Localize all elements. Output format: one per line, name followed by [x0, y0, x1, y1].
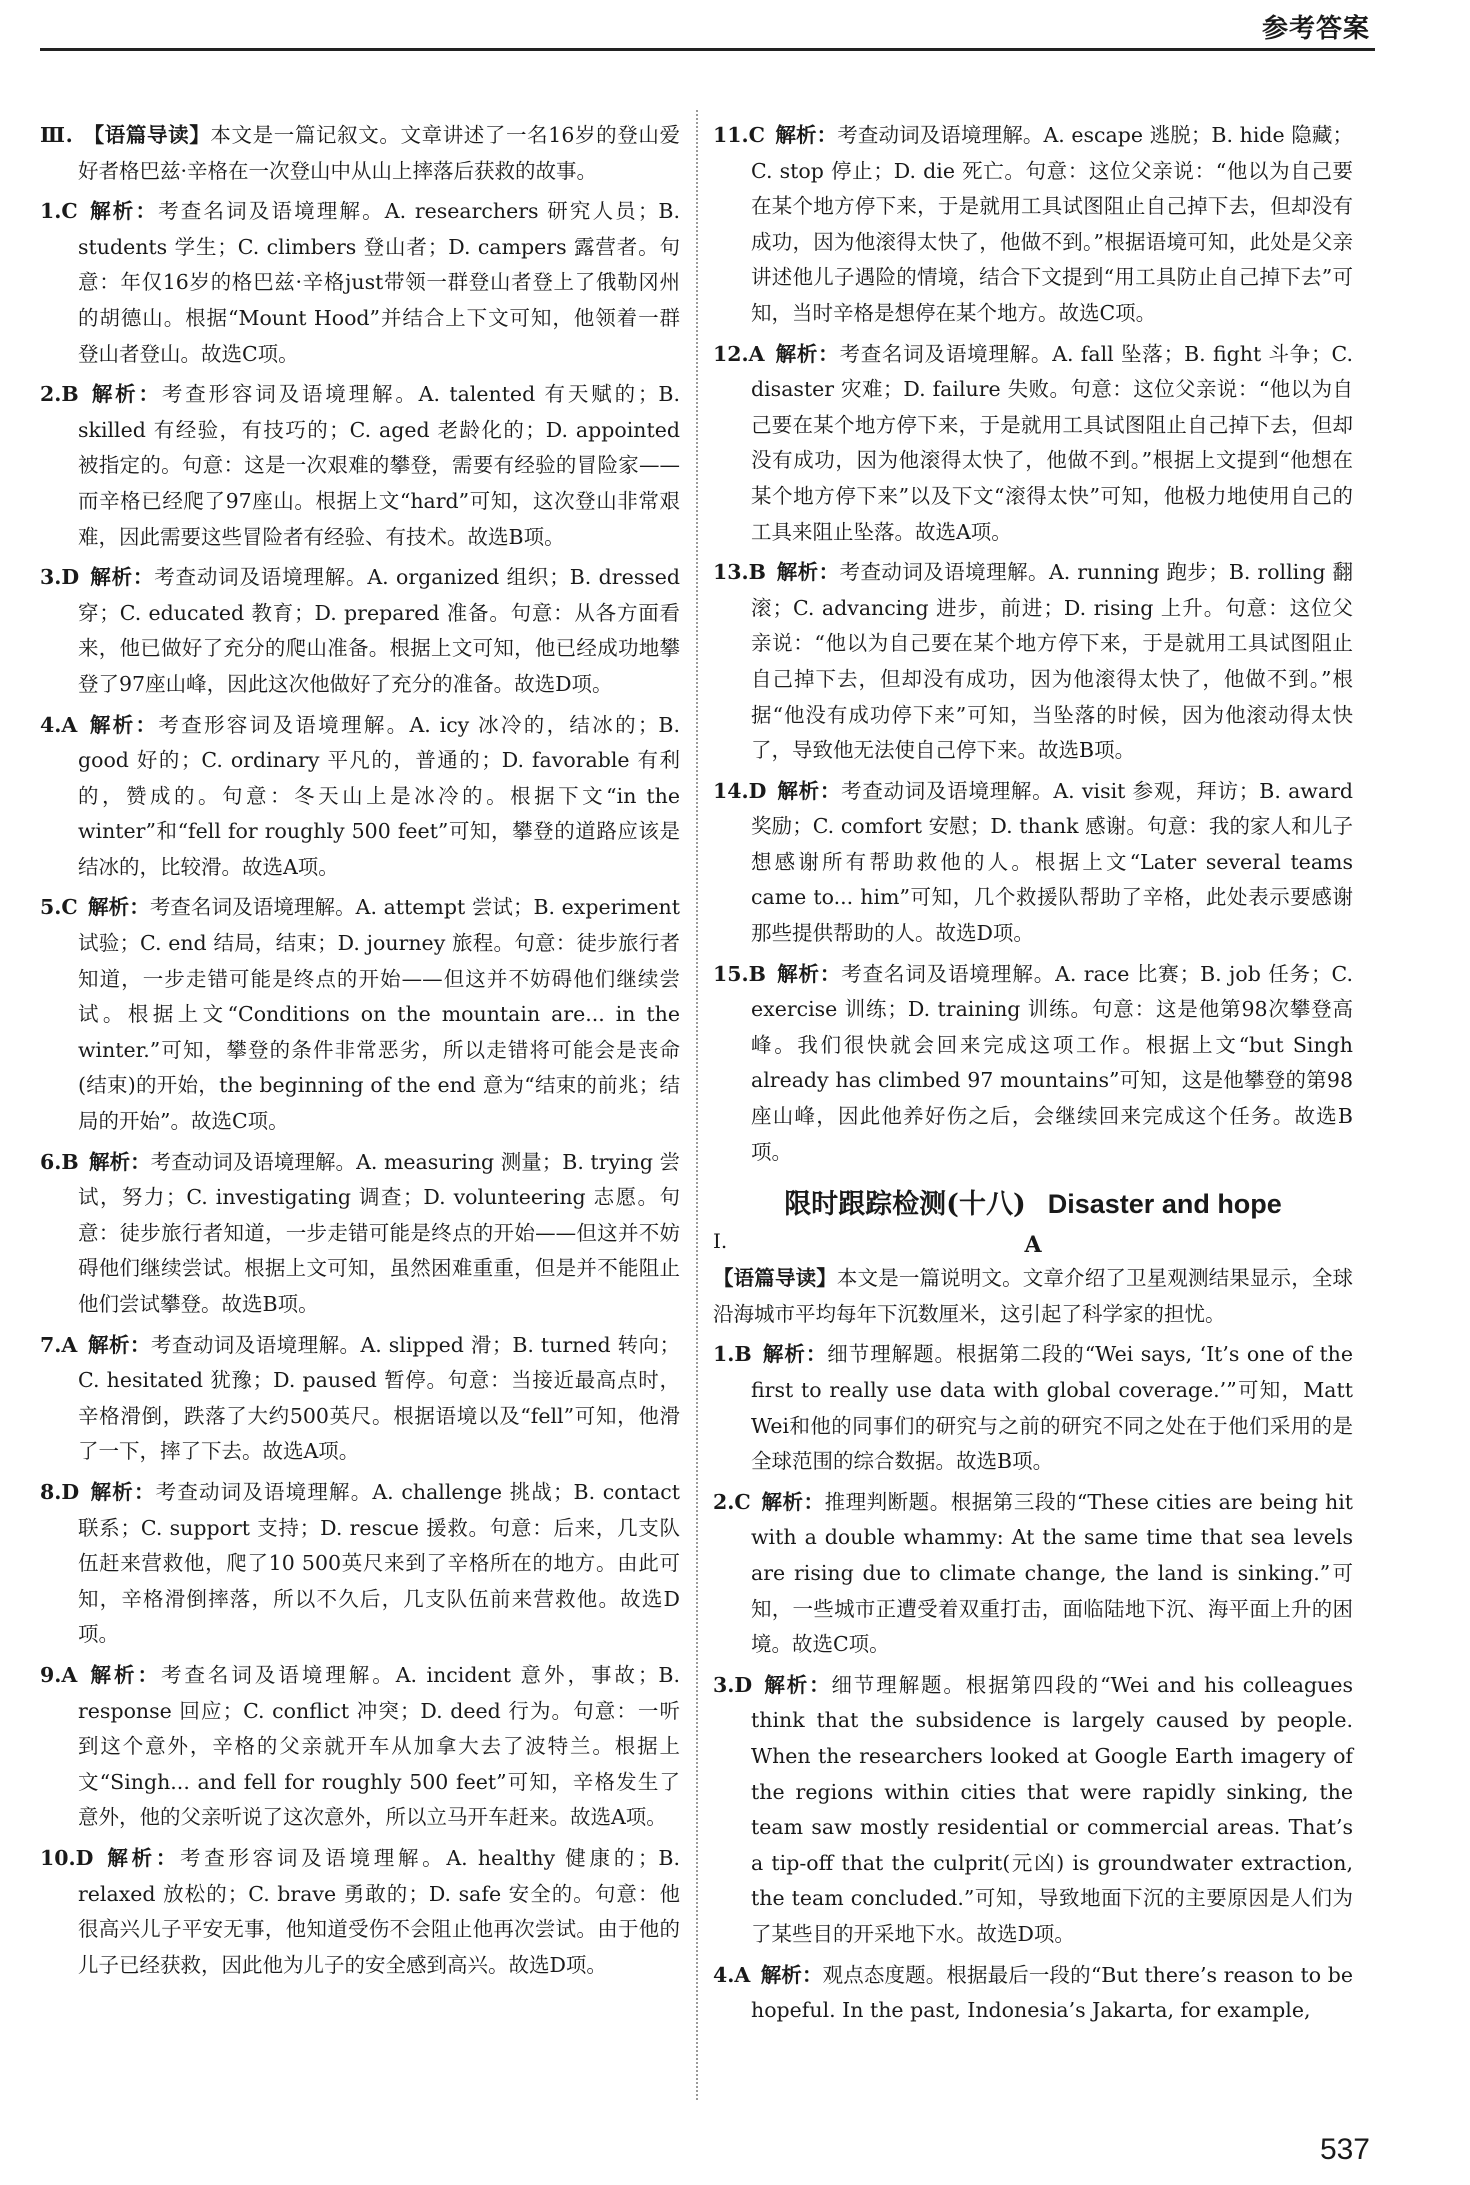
- answer-number: 3.D: [713, 1672, 753, 1697]
- answer-text: 考查名词及语境理解。A. race 比赛；B. job 任务；C. exercise 训练；D. training 训练。句意：这是他第98次攀登高峰。我们很快就会回来完成这项工作。根据上文“but Singh already has climbed 97 mountains”可知，这是他攀登的第98座山峰，因此他养好伤之后，会继续回来完成这个任务。故选B项。: [751, 961, 1354, 1164]
- answer-item: [713, 118, 1353, 332]
- answer-text: 考查名词及语境理解。A. researchers 研究人员；B. students 学生；C. climbers 登山者；D. campers 露营者。句意：年仅16岁的格巴兹·辛格just带领一群登山者登上了俄勒冈州的胡德山。根据“Mount Hood”并结合上下文可知，他领着一群登山者登山。故选C项。: [78, 199, 680, 366]
- analysis-tag: 解析：: [776, 961, 842, 986]
- analysis-tag: 解析：: [88, 1149, 151, 1174]
- answer-text: 考查名词及语境理解。A. fall 坠落；B. fight 斗争；C. disaster 灾难；D. failure 失败。句意：这位父亲说：“他以为自己要在某个地方停下来，于是就用工具试图阻止自己掉下去，但却没有成功，因为他滚得太快了，他做不到。”根据上文提到“他想在某个地方停下来”以及下文“滚得太快”可知，他极力地使用自己的工具来阻止坠落。故选A项。: [751, 341, 1353, 544]
- answer-item: [40, 118, 680, 189]
- answer-text: 考查名词及语境理解。A. incident 意外，事故；B. response 回应；C. conflict 冲突；D. deed 行为。句意：一听到这个意外，辛格的父亲就开车从加拿大去了波特兰。根据上文“Singh... and fell for roughly 500 feet”可知，辛格发生了意外，他的父亲听说了这次意外，所以立马开车赶来。故选A项。: [78, 1662, 680, 1830]
- analysis-tag: 解析：: [87, 199, 159, 224]
- answer-number: 1.B: [713, 1342, 752, 1367]
- answer-number: 11.C: [713, 123, 765, 147]
- answer-item: [40, 1145, 680, 1323]
- answer-item: [713, 1485, 1353, 1663]
- analysis-tag: 解析：: [760, 1489, 825, 1514]
- answer-text: 考查形容词及语境理解。A. icy 冰冷的，结冰的；B. good 好的；C. ordinary 平凡的，普通的；D. favorable 有利的，赞成的。句意：冬天山上是冰冷的。根据下文“in the winter”和“fell for roughly 500 feet”可知，攀登的道路应该是结冰的，比较滑。故选A项。: [78, 712, 680, 879]
- part-label: A: [1024, 1232, 1042, 1259]
- answer-item: [713, 957, 1353, 1171]
- answer-text: 观点态度题。根据最后一段的“But there’s reason to be hopeful. In the past, Indonesia’s Jakarta, for example,: [751, 1962, 1353, 2023]
- analysis-tag: 解析：: [776, 778, 842, 803]
- answer-text: 考查动词及语境理解。A. escape 逃脱；B. hide 隐藏；C. stop 停止；D. die 死亡。句意：这位父亲说：“他以为自己要在某个地方停下来，于是就用工具试图阻止自己掉下去，但却没有成功，因为他滚得太快了，他做不到。”根据语境可知，此处是父亲讲述他儿子遇险的情境，结合下文提到“用工具防止自己掉下去”可知，当时辛格是想停在某个地方。故选C项。: [751, 123, 1354, 325]
- analysis-tag: 解析：: [87, 1332, 151, 1357]
- answer-number: 3.D: [40, 565, 80, 590]
- analysis-tag: 解析：: [762, 1672, 832, 1697]
- answer-number: 4.A: [40, 712, 78, 737]
- section-title: [713, 1184, 1353, 1225]
- answer-number: 5.C: [40, 895, 78, 920]
- answer-item: [40, 194, 680, 372]
- answer-item: [713, 1668, 1353, 1953]
- left-column: [40, 118, 680, 1988]
- answer-text: 本文是一篇记叙文。文章讲述了一名16岁的登山爱好者格巴兹·辛格在一次登山中从山上摔落后获救的故事。: [78, 123, 680, 183]
- answer-item: [713, 1337, 1353, 1479]
- answer-number: 4.A: [713, 1962, 751, 1987]
- answer-text: 考查动词及语境理解。A. challenge 挑战；B. contact 联系；C. support 支持；D. rescue 援救。句意：后来，几支队伍赶来营救他，爬了10 500英尺来到了辛格所在的地方。由此可知，辛格滑倒摔落，所以不久后，几支队伍前来营救他。故选D项。: [78, 1479, 681, 1647]
- header-rule: [40, 48, 1375, 51]
- answer-item: [40, 377, 680, 555]
- answer-number: 8.D: [40, 1479, 80, 1504]
- answer-item: [713, 555, 1353, 769]
- answer-item: [713, 337, 1353, 551]
- answer-text: 考查动词及语境理解。A. measuring 测量；B. trying 尝试，努力；C. investigating 调查；D. volunteering 志愿。句意：徒步旅行者知道，一步走错可能是终点的开始——但这并不妨碍他们继续尝试。根据上文可知，虽然困难重重，但是并不能阻止他们尝试攀登。故选B项。: [78, 1149, 680, 1316]
- answer-text: 考查动词及语境理解。A. organized 组织；B. dressed 穿；C. educated 教育；D. prepared 准备。句意：从各方面看来，他已做好了充分的爬山准备。根据上文可知，他已经成功地攀登了97座山峰，因此这次他做好了充分的准备。故选D项。: [78, 565, 681, 696]
- answer-item: [40, 1658, 680, 1836]
- analysis-tag: 解析：: [87, 1662, 161, 1687]
- analysis-tag: 解析：: [88, 382, 162, 407]
- header-title: 参考答案: [1261, 14, 1370, 44]
- answer-text: 本文是一篇说明文。文章介绍了卫星观测结果显示，全球沿海城市平均每年下沉数厘米，这引起了科学家的担忧。: [713, 1266, 1354, 1326]
- answer-item: [40, 1475, 680, 1653]
- analysis-tag: 解析：: [776, 560, 840, 585]
- page-number: 537: [1319, 2133, 1370, 2166]
- answer-number: 9.A: [40, 1662, 78, 1687]
- analysis-tag: 解析：: [89, 565, 155, 590]
- answer-text: 考查形容词及语境理解。A. healthy 健康的；B. relaxed 放松的；C. brave 勇敢的；D. safe 安全的。句意：他很高兴儿子平安无事，他知道受伤不会阻止他再次尝试。由于他的儿子已经获救，因此他为儿子的安全感到高兴。故选D项。: [78, 1845, 680, 1977]
- part-roman-numeral: Ⅰ.: [713, 1229, 728, 1254]
- answer-item: [40, 1841, 680, 1983]
- analysis-tag: 解析：: [760, 1962, 823, 1987]
- answer-item: [713, 1958, 1353, 2029]
- right-column: [713, 118, 1353, 2034]
- analysis-tag: 解析：: [87, 895, 150, 920]
- answer-text: 考查动词及语境理解。A. visit 参观，拜访；B. award 奖励；C. comfort 安慰；D. thank 感谢。句意：我的家人和儿子想感谢所有帮助救他的人。根据上文“Later several teams came to... him”可知，几个救援队帮助了辛格，此处表示要感谢那些提供帮助的人。故选D项。: [751, 778, 1353, 946]
- answer-text: 考查动词及语境理解。A. slipped 滑；B. turned 转向；C. hesitated 犹豫；D. paused 暂停。句意：当接近最高点时，辛格滑倒，跌落了大约500英尺。根据语境以及“fell”可知，他滑了一下，摔了下去。故选A项。: [78, 1332, 680, 1464]
- answers-group-bottom: [713, 1261, 1353, 2028]
- answer-number: 2.C: [713, 1489, 751, 1514]
- section-title-en: Disaster and hope: [1047, 1189, 1282, 1220]
- answer-text: 推理判断题。根据第三段的“These cities are being hit with a double whammy: At the same time that sea levels are rising due to climate change, the land is sinking.”可知，一些城市正遭受着双重打击，面临陆地下沉、海平面上升的困境。故选C项。: [751, 1489, 1353, 1657]
- analysis-tag: 解析：: [761, 1342, 828, 1367]
- analysis-tag: 解析：: [775, 123, 838, 147]
- answer-item: [713, 1261, 1353, 1332]
- answer-number: 6.B: [40, 1149, 79, 1174]
- analysis-tag: 【语篇导读】: [713, 1266, 837, 1291]
- answer-item: [40, 708, 680, 886]
- analysis-tag: 解析：: [87, 712, 159, 737]
- answer-number: 13.B: [713, 560, 766, 585]
- answer-number: 14.D: [713, 778, 767, 803]
- analysis-tag: 解析：: [89, 1479, 156, 1504]
- answer-item: [40, 890, 680, 1139]
- column-divider: [696, 110, 698, 2100]
- answer-number: 15.B: [713, 961, 766, 986]
- answer-number: Ⅲ.: [40, 123, 73, 147]
- answer-number: 10.D: [40, 1845, 94, 1870]
- answer-text: 细节理解题。根据第二段的“Wei says, ‘It’s one of the first to really use data with global coverage.’”可知，Matt Wei和他的同事们的研究与之前的研究不同之处在于他们采用的是全球范围的综合数据。故选B项。: [751, 1342, 1354, 1474]
- answer-item: [40, 1328, 680, 1470]
- answer-number: 7.A: [40, 1332, 78, 1357]
- analysis-tag: 【语篇导读】: [82, 123, 211, 147]
- analysis-tag: 解析：: [103, 1845, 181, 1870]
- section-title-cn: 限时跟踪检测(十八): [784, 1189, 1026, 1221]
- answer-number: 1.C: [40, 199, 78, 224]
- answers-group-top: [713, 118, 1353, 1170]
- answer-text: 细节理解题。根据第四段的“Wei and his colleagues think that the subsidence is largely caused by people. When the researchers looked at Google Earth imagery of the regions within cities that were rapidly sinking, the team saw mostly residential or commercial areas. That’s a tip-off that the culprit(元凶) is groundwater extraction, the team concluded.”可知，导致地面下沉的主要原因是人们为了某些目的开采地下水。故选D项。: [751, 1672, 1353, 1946]
- answer-item: [713, 774, 1353, 952]
- answer-number: 2.B: [40, 382, 79, 407]
- answer-text: 考查动词及语境理解。A. running 跑步；B. rolling 翻滚；C. advancing 进步，前进；D. rising 上升。句意：这位父亲说：“他以为自己要在某个地方停下来，于是就用工具试图阻止自己掉下去，但却没有成功，因为他滚得太快了，他做不到。”根据“他没有成功停下来”可知，当坠落的时候，因为他滚动得太快了，导致他无法使自己停下来。故选B项。: [751, 560, 1353, 763]
- answer-item: [40, 560, 680, 702]
- answer-number: 12.A: [713, 341, 765, 366]
- analysis-tag: 解析：: [774, 341, 840, 366]
- answer-text: 考查形容词及语境理解。A. talented 有天赋的；B. skilled 有经验，有技巧的；C. aged 老龄化的；D. appointed 被指定的。句意：这是一次艰难的攀登，需要有经验的冒险家——而辛格已经爬了97座山。根据上文“hard”可知，这次登山非常艰难，因此需要这些冒险者有经验、有技术。故选B项。: [78, 382, 681, 549]
- answer-text: 考查名词及语境理解。A. attempt 尝试；B. experiment 试验；C. end 结局，结束；D. journey 旅程。句意：徒步旅行者知道，一步走错可能是终点的开始——但这并不妨碍他们继续尝试。根据上文“Conditions on the mountain are... in the winter.”可知，攀登的条件非常恶劣，所以走错将可能会是丧命(结束)的开始，the beginning of the end 意为“结束的前兆；结局的开始”。故选C项。: [78, 895, 680, 1134]
